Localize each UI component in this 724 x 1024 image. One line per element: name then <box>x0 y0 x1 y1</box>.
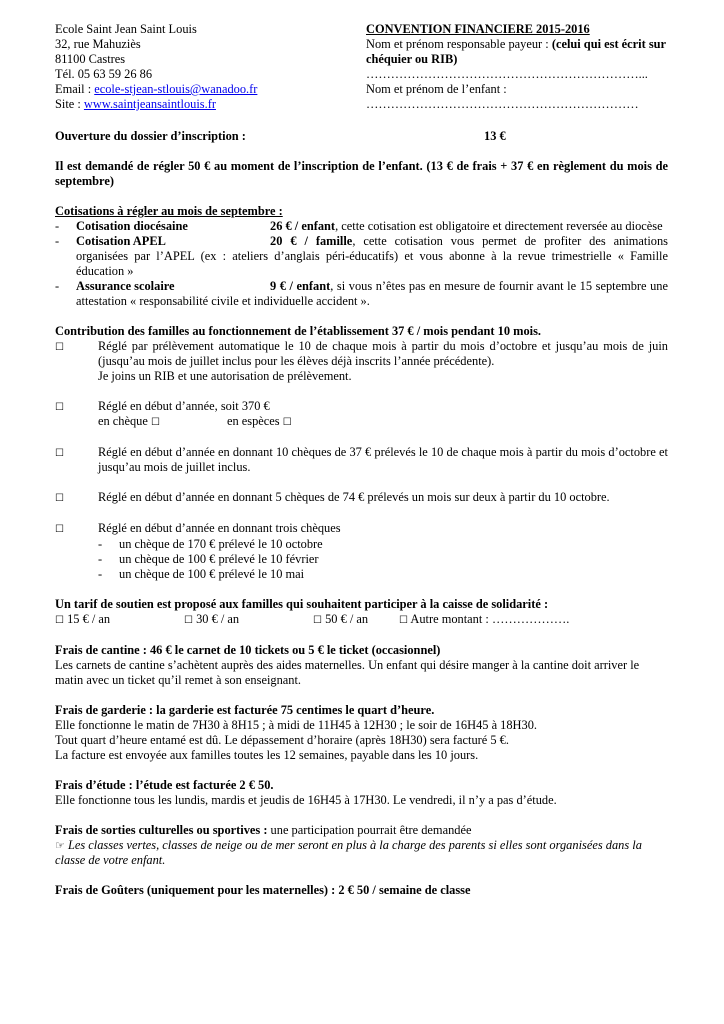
cotisation-name: Cotisation APEL <box>76 234 166 248</box>
school-address <box>55 22 355 112</box>
school-tel: Tél. 05 63 59 26 86 <box>55 67 153 81</box>
solidarite-option: Autre montant : ………………. <box>410 612 570 626</box>
checkbox[interactable]: ☐ <box>55 615 64 626</box>
option-text: Réglé en début d’année en donnant trois chèques <box>98 521 341 535</box>
solidarite-option: 30 € / an <box>196 612 240 626</box>
checkbox[interactable]: ☐ <box>399 615 408 626</box>
contribution-option-4 <box>55 490 668 506</box>
garderie-line: Elle fonctionne le matin de 7H30 à 8H15 ; à midi de 11H45 à 12H30 ; le soir de 16H45 à 18H30. <box>55 718 537 732</box>
checkbox[interactable]: ☐ <box>313 615 322 626</box>
cotisation-text: , cette cotisation vous permet de profiter des animations organisées par l’APEL (ex : ateliers d’anglais péri-éducatifs) et vous abonne à la revue trimestrielle « Famille éducation » <box>76 234 668 278</box>
payer-dots: …………………………………………………………... <box>366 67 648 81</box>
payer-line <box>366 37 668 67</box>
etude-text: Elle fonctionne tous les lundis, mardis et jeudis de 16H45 à 17H30. Le vendredi, il n’y a pas d’étude. <box>55 793 557 807</box>
cheque-item-text: un chèque de 100 € prélevé le 10 février <box>119 552 319 566</box>
sorties-line <box>55 823 668 838</box>
contribution-option-1 <box>55 339 668 384</box>
ouverture-label: Ouverture du dossier d’inscription : <box>55 129 246 143</box>
convention-block <box>366 22 668 112</box>
ouverture-amount: 13 € <box>484 129 506 143</box>
demande-text: Il est demandé de régler 50 € au moment de l’inscription de l’enfant. (13 € de frais + 37 € en règlement du mois de septembre) <box>55 159 668 188</box>
cheque-checkbox[interactable]: ☐ <box>151 417 160 428</box>
cotisation-name: Cotisation diocésaine <box>76 219 188 233</box>
header <box>55 22 668 114</box>
school-street: 32, rue Mahuziès <box>55 37 141 51</box>
solidarite-option: 50 € / an <box>325 612 369 626</box>
cheque-item: - un chèque de 100 € prélevé le 10 mai <box>98 567 305 581</box>
solidarite-title: Un tarif de soutien est proposé aux familles qui souhaitent participer à la caisse de solidarité : <box>55 597 549 611</box>
site-label: Site : <box>55 97 84 111</box>
sorties-note: Les classes vertes, classes de neige ou de mer seront en plus à la charge des parents si elles sont organisées dans la classe de votre enfant. <box>55 838 642 867</box>
cantine-title: Frais de cantine : 46 € le carnet de 10 tickets ou 5 € le ticket (occasionnel) <box>55 643 441 657</box>
option-text: Réglé en début d’année en donnant 10 chèques de 37 € prélevés le 10 de chaque mois à partir du mois d’octobre et jusqu’au mois de juillet inclus. <box>98 445 668 474</box>
checkbox[interactable]: ☐ <box>55 524 64 535</box>
cotisation-text: , si vous n’êtes pas en mesure de fournir avant le 15 septembre une attestation « responsabilité civile et individuelle accident ». <box>76 279 669 308</box>
cotisations-title: Cotisations à régler au mois de septembre : <box>55 204 283 218</box>
option-text: Réglé en début d’année, soit 370 € <box>98 399 270 413</box>
cotisation-item: - Assurance scolaire 9 € / enfant, si vous n’êtes pas en mesure de fournir avant le 15 septembre une attestation « responsabilité civile et individuelle accident ». <box>55 279 669 308</box>
garderie-line: La facture est envoyée aux familles toutes les 12 semaines, payable dans les 10 jours. <box>55 748 479 762</box>
option-text-2: Je joins un RIB et une autorisation de prélèvement. <box>98 369 352 383</box>
contribution-option-5 <box>55 521 668 537</box>
garderie-title: Frais de garderie : la garderie est facturée 75 centimes le quart d’heure. <box>55 703 435 717</box>
cheque-item: - un chèque de 100 € prélevé le 10 février <box>98 552 319 566</box>
gouters-line: Frais de Goûters (uniquement pour les maternelles) : 2 € 50 / semaine de classe <box>55 883 471 897</box>
cotisation-item: - Cotisation diocésaine 26 € / enfant, cette cotisation est obligatoire et directement reversée au diocèse <box>55 219 663 233</box>
etude-title: Frais d’étude : l’étude est facturée 2 € 50. <box>55 778 274 792</box>
checkbox[interactable]: ☐ <box>55 493 64 504</box>
solidarite-option: 15 € / an <box>67 612 111 626</box>
child-label: Nom et prénom de l’enfant : <box>366 82 507 96</box>
sorties-note-line <box>55 838 668 868</box>
cotisation-amount: 9 € / enfant <box>270 279 331 293</box>
payer-label: Nom et prénom responsable payeur : <box>366 37 552 51</box>
site-link[interactable]: www.saintjeansaintlouis.fr <box>83 97 216 111</box>
school-city: 81100 Castres <box>55 52 126 66</box>
ouverture-line <box>55 129 668 144</box>
pointing-hand-icon: ☞ <box>55 839 65 852</box>
cotisation-name: Assurance scolaire <box>76 279 175 293</box>
school-name: Ecole Saint Jean Saint Louis <box>55 22 197 36</box>
cheque-item-text: un chèque de 100 € prélevé le 10 mai <box>119 567 305 581</box>
email-link[interactable]: ecole-stjean-stlouis@wanadoo.fr <box>94 82 258 96</box>
payer-note: (celui qui est écrit sur chéquier ou RIB) <box>366 37 666 66</box>
contribution-option-3 <box>55 445 668 475</box>
document-page <box>55 22 668 898</box>
cheque-item-text: un chèque de 170 € prélevé le 10 octobre <box>119 537 323 551</box>
school-site-line <box>55 97 355 112</box>
checkbox[interactable]: ☐ <box>184 615 193 626</box>
convention-title: CONVENTION FINANCIERE 2015-2016 <box>366 22 590 36</box>
checkbox[interactable]: ☐ <box>55 448 64 459</box>
solidarite-options <box>55 612 668 628</box>
child-dots: ………………………………………………………… <box>366 97 639 111</box>
cheque-label: en chèque <box>98 414 148 428</box>
checkbox[interactable]: ☐ <box>55 342 64 353</box>
school-email-line <box>55 82 355 97</box>
email-label: Email : <box>55 82 95 96</box>
especes-checkbox[interactable]: ☐ <box>282 417 292 428</box>
garderie-line: Tout quart d’heure entamé est dû. Le dépassement d’horaire (après 18H30) sera facturé 5 €. <box>55 733 509 747</box>
cotisation-item: - Cotisation APEL 20 € / famille, cette cotisation vous permet de profiter des animations organisées par l’APEL (ex : ateliers d’anglais péri-éducatifs) et vous abonne à la revue trimestrielle « Famille éducation » <box>55 234 668 278</box>
cantine-text: Les carnets de cantine s’achètent auprès des aides maternelles. Un enfant qui désire manger à la cantine doit arriver le matin avec un ticket qu’il remet à son enseignant. <box>55 658 640 687</box>
cotisation-amount: 26 € / enfant <box>270 219 336 233</box>
option-text: Réglé par prélèvement automatique le 10 de chaque mois à partir du mois d’octobre et jusqu’au mois de juin (jusqu’au mois de juillet inclus pour les élèves déjà inscrits l’année précédente). <box>98 339 668 368</box>
option-text: Réglé en début d’année en donnant 5 chèques de 74 € prélevés un mois sur deux à partir du 10 octobre. <box>98 490 610 504</box>
checkbox[interactable]: ☐ <box>55 402 64 413</box>
contribution-title: Contribution des familles au fonctionnement de l’établissement 37 € / mois pendant 10 mois. <box>55 324 541 338</box>
especes-label: en espèces <box>227 414 280 428</box>
contribution-option-2 <box>55 399 668 430</box>
cheque-item: - un chèque de 170 € prélevé le 10 octobre <box>98 537 323 551</box>
sorties-title: Frais de sorties culturelles ou sportives : <box>55 823 268 837</box>
cotisation-amount: 20 € / famille <box>270 234 353 248</box>
cotisation-text: , cette cotisation est obligatoire et directement reversée au diocèse <box>335 219 663 233</box>
sorties-rest: une participation pourrait être demandée <box>267 823 472 837</box>
